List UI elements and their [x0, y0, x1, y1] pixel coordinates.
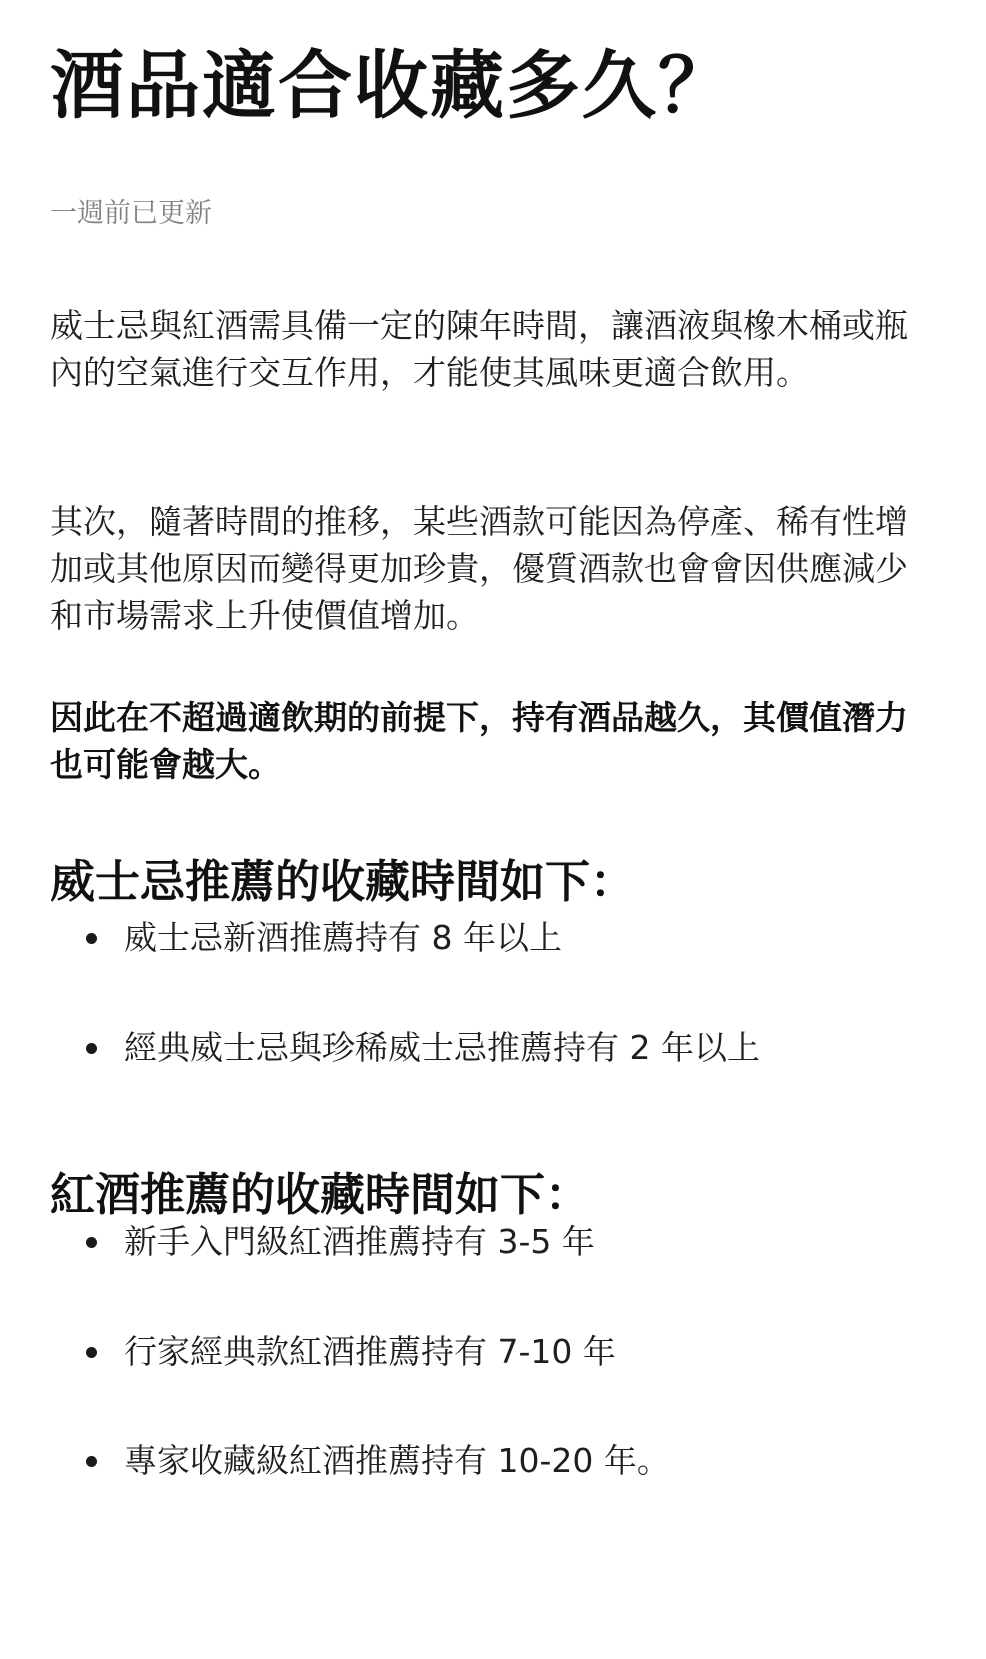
list-item	[50, 1328, 930, 1376]
list-item	[50, 1218, 930, 1266]
list-item-text: 行家經典款紅酒推薦持有 7-10 年	[124, 1332, 616, 1371]
updated-timestamp: 一週前已更新	[50, 198, 212, 229]
list-item	[50, 1437, 930, 1485]
bullet-icon	[86, 1456, 97, 1467]
paragraph-rarity: 其次，隨著時間的推移，某些酒款可能因為停產、稀有性增加或其他原因而變得更加珍貴，優質酒款也會會因供應減少和市場需求上升使價值增加。	[50, 502, 908, 635]
section-heading-wine: 紅酒推薦的收藏時間如下：	[50, 1168, 591, 1221]
list-item-text: 專家收藏級紅酒推薦持有 10-20 年。	[124, 1441, 670, 1480]
bullet-icon	[86, 1237, 97, 1248]
paragraph-aging: 威士忌與紅酒需具備一定的陳年時間，讓酒液與橡木桶或瓶內的空氣進行交互作用，才能使其風味更適合飲用。	[50, 306, 908, 392]
paragraph-conclusion: 因此在不超過適飲期的前提下，持有酒品越久，其價值潛力也可能會越大。	[50, 698, 908, 784]
bullet-icon	[86, 1043, 97, 1054]
list-item-text: 經典威士忌與珍稀威士忌推薦持有 2 年以上	[124, 1028, 760, 1067]
section-heading-whisky: 威士忌推薦的收藏時間如下：	[50, 855, 636, 908]
list-item-text: 新手入門級紅酒推薦持有 3-5 年	[124, 1222, 595, 1261]
list-item-text: 威士忌新酒推薦持有 8 年以上	[124, 918, 562, 957]
bullet-icon	[86, 1347, 97, 1358]
bullet-icon	[86, 933, 97, 944]
list-item	[50, 1024, 930, 1072]
list-item	[50, 914, 930, 962]
page-title: 酒品適合收藏多久？	[50, 43, 734, 129]
